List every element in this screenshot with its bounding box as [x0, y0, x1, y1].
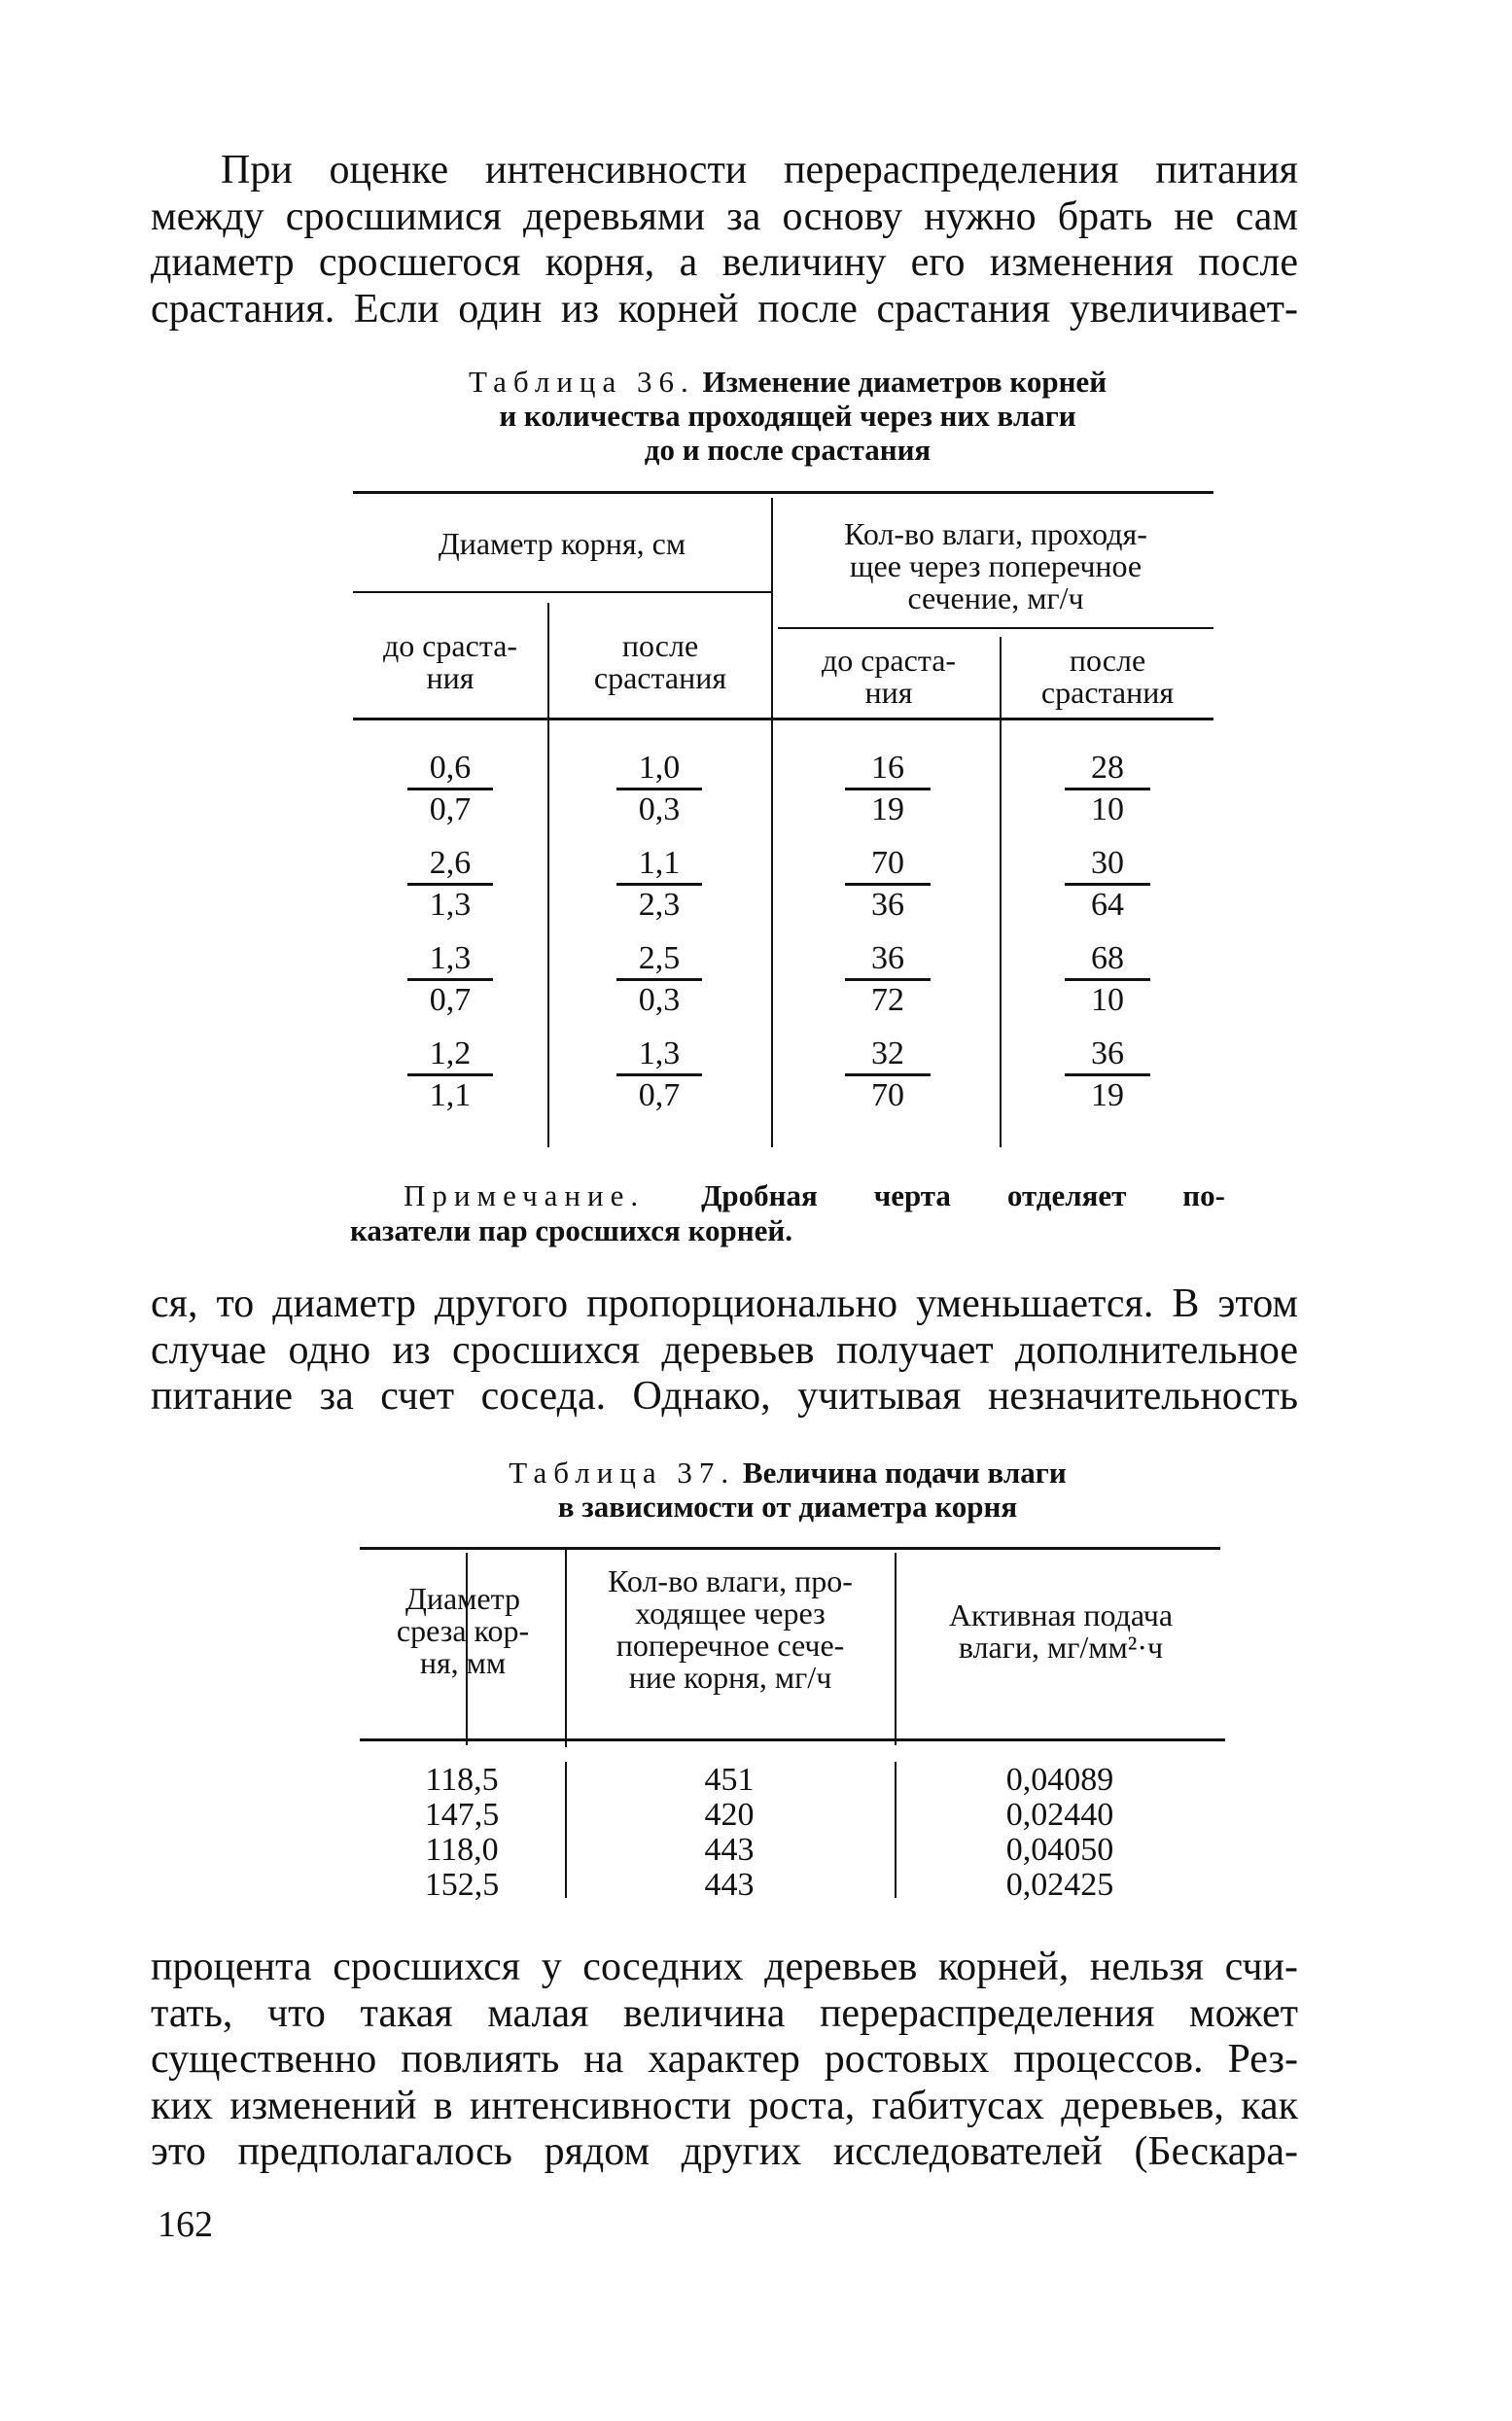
subheader-diameter-after: [549, 630, 771, 694]
text-line: между сросшимися деревьями за основу нужно брать не сам: [151, 193, 1298, 239]
numerator: 2,5: [638, 940, 681, 976]
text-line: это предполагалось рядом других исследователей (Бескара-: [151, 2129, 1298, 2174]
table-cell: 451: [704, 1762, 755, 1798]
table-cell: 443: [704, 1867, 755, 1903]
table-cell: 420: [704, 1797, 755, 1833]
denominator: 19: [1091, 1077, 1124, 1113]
table-cell: 0,02440: [1005, 1797, 1114, 1833]
fraction-cell: [611, 751, 708, 827]
subheader-diameter-before: [353, 630, 547, 694]
denominator: 70: [871, 1077, 904, 1113]
table-36-title: [350, 365, 1225, 467]
fraction-bar: [616, 883, 702, 886]
numerator: 1,2: [429, 1035, 472, 1071]
fraction-bar: [845, 883, 931, 886]
fraction-bar: [1065, 978, 1150, 981]
text-line: диаметр сросшегося корня, а величину его изменения после: [151, 240, 1298, 285]
table-cell: 118,5: [425, 1762, 499, 1798]
table-36-label: Таблица 36.: [468, 365, 695, 399]
header-line: ния: [426, 660, 475, 695]
fraction-bar: [1065, 883, 1150, 886]
fraction-cell: [1059, 751, 1156, 827]
text-line: питание за счет соседа. Однако, учитывая незначительность: [151, 1374, 1298, 1419]
title-line: Величина подачи влаги: [742, 1456, 1067, 1490]
header-line: срастания: [593, 660, 727, 695]
header-line: ние корня, мг/ч: [628, 1660, 832, 1695]
column-divider: [1000, 637, 1002, 1147]
fraction-cell: [611, 1036, 708, 1113]
header-active-supply: [897, 1599, 1225, 1664]
header-line: ня, мм: [419, 1645, 507, 1680]
header-sub-rule: [778, 627, 1213, 629]
title-line: Изменение диаметров корней: [702, 365, 1108, 399]
column-divider: [565, 1548, 567, 1747]
denominator: 0,7: [429, 982, 472, 1018]
fraction-cell: [611, 846, 708, 923]
header-cut-diameter: [362, 1583, 564, 1679]
fraction-cell: [1059, 1036, 1156, 1113]
denominator: 0,3: [638, 982, 681, 1018]
text-line: процента сросшихся у соседних деревьев корней, нельзя счи-: [151, 1945, 1298, 1989]
header-line: ходящее через: [635, 1596, 826, 1631]
header-line: среза кор-: [396, 1613, 530, 1648]
header-line: после: [1069, 643, 1146, 678]
numerator: 1,1: [638, 845, 681, 881]
note-label: Примечание.: [404, 1178, 646, 1212]
fraction-cell: [839, 941, 936, 1018]
paragraph-3: [151, 1945, 1298, 2176]
numerator: 2,6: [429, 845, 472, 881]
header-line: срастания: [1040, 675, 1175, 710]
header-bottom-rule: [360, 1738, 1225, 1741]
header-line: Кол-во влаги, проходя-: [844, 516, 1147, 551]
fraction-bar: [616, 978, 702, 981]
denominator: 0,7: [638, 1077, 681, 1113]
numerator: 36: [871, 940, 904, 976]
text-line: тать, что такая малая величина перераспределения может: [151, 1990, 1298, 2036]
note-line: казатели пар сросшихся корней.: [350, 1213, 792, 1247]
table-cell: 118,0: [425, 1832, 499, 1868]
table-cell: 443: [704, 1832, 755, 1868]
column-divider: [771, 498, 773, 1147]
text-line: ся, то диаметр другого пропорционально уменьшается. В этом: [151, 1281, 1298, 1326]
fraction-cell: [839, 1036, 936, 1113]
table-cell: 0,04089: [1005, 1762, 1114, 1798]
title-line: и количества проходящей через них влаги: [499, 399, 1076, 433]
denominator: 1,1: [429, 1077, 472, 1113]
table-37-label: Таблица 37.: [509, 1456, 736, 1490]
subheader-moisture-before: [778, 645, 1000, 709]
subheader-moisture-after: [1002, 645, 1213, 709]
table-cell: 0,04050: [1005, 1832, 1114, 1868]
fraction-cell: [402, 846, 499, 923]
fraction-cell: [839, 846, 936, 923]
numerator: 16: [871, 750, 904, 786]
fraction-bar: [845, 788, 931, 790]
header-sub-rule: [353, 591, 771, 593]
numerator: 68: [1091, 940, 1124, 976]
note-line: Дробная черта отделяет по-: [701, 1178, 1225, 1212]
header-line: до сраста-: [382, 628, 518, 663]
title-line: в зависимости от диаметра корня: [557, 1490, 1018, 1524]
denominator: 2,3: [638, 887, 681, 923]
fraction-cell: [1059, 846, 1156, 923]
text-line: срастания. Если один из корней после срастания увеличивает-: [151, 286, 1298, 332]
fraction-bar: [616, 1073, 702, 1076]
table-36-note: [350, 1178, 1225, 1248]
numerator: 0,6: [429, 750, 472, 786]
header-line: Диаметр: [405, 1581, 520, 1616]
fraction-bar: [616, 788, 702, 790]
column-divider: [565, 1762, 567, 1898]
numerator: 32: [871, 1035, 904, 1071]
fraction-cell: [1059, 941, 1156, 1018]
numerator: 70: [871, 845, 904, 881]
table-cell: 152,5: [424, 1867, 500, 1903]
header-moisture: [778, 518, 1213, 614]
header-line: щее через поперечное: [849, 548, 1143, 583]
header-line: до сраста-: [821, 643, 957, 678]
header-line: Кол-во влаги, про-: [608, 1563, 853, 1598]
title-line: до и после срастания: [644, 433, 932, 467]
page-number: 162: [158, 2204, 213, 2245]
numerator: 30: [1091, 845, 1124, 881]
denominator: 36: [871, 887, 904, 923]
header-moisture-amount: [568, 1565, 893, 1694]
table-cell: 147,5: [424, 1797, 500, 1833]
fraction-bar: [407, 788, 493, 790]
fraction-bar: [1065, 788, 1150, 790]
fraction-bar: [845, 1073, 931, 1076]
denominator: 0,7: [429, 791, 472, 827]
header-line: Активная подача: [948, 1597, 1174, 1632]
fraction-bar: [845, 978, 931, 981]
table-cell: 0,02425: [1005, 1867, 1114, 1903]
fraction-bar: [407, 978, 493, 981]
numerator: 1,3: [429, 940, 472, 976]
numerator: 36: [1091, 1035, 1124, 1071]
header-line: поперечное сече-: [615, 1628, 845, 1663]
denominator: 10: [1091, 982, 1124, 1018]
header-bottom-rule: [353, 718, 1213, 720]
denominator: 0,3: [638, 791, 681, 827]
table-top-rule: [353, 491, 1213, 494]
numerator: 1,3: [638, 1035, 681, 1071]
denominator: 64: [1091, 887, 1124, 923]
paragraph-2: [151, 1281, 1298, 1421]
numerator: 1,0: [638, 750, 681, 786]
denominator: 72: [871, 982, 904, 1018]
header-line: сечение, мг/ч: [907, 580, 1084, 615]
fraction-cell: [611, 941, 708, 1018]
denominator: 19: [871, 791, 904, 827]
column-divider: [895, 1762, 897, 1898]
fraction-bar: [407, 1073, 493, 1076]
fraction-cell: [839, 751, 936, 827]
numerator: 28: [1091, 750, 1124, 786]
header-line: влаги, мг/мм²·ч: [958, 1630, 1164, 1665]
paragraph-1: [151, 148, 1298, 333]
text-line: существенно повлиять на характер ростовых процессов. Рез-: [151, 2037, 1298, 2082]
denominator: 10: [1091, 791, 1124, 827]
denominator: 1,3: [429, 887, 472, 923]
header-diameter: Диаметр корня, см: [438, 526, 686, 561]
header-line: ния: [864, 675, 913, 710]
header-line: после: [621, 628, 699, 663]
text-line: случае одно из сросшихся деревьев получает дополнительное: [151, 1327, 1298, 1373]
text-line: ких изменений в интенсивности роста, габитусах деревьев, как: [151, 2083, 1298, 2128]
table-top-rule: [360, 1547, 1220, 1550]
fraction-bar: [407, 883, 493, 886]
fraction-cell: [402, 751, 499, 827]
table-37-title: [350, 1456, 1225, 1524]
fraction-bar: [1065, 1073, 1150, 1076]
fraction-cell: [402, 1036, 499, 1113]
fraction-cell: [402, 941, 499, 1018]
text-line: При оценке интенсивности перераспределения питания: [221, 148, 1298, 193]
